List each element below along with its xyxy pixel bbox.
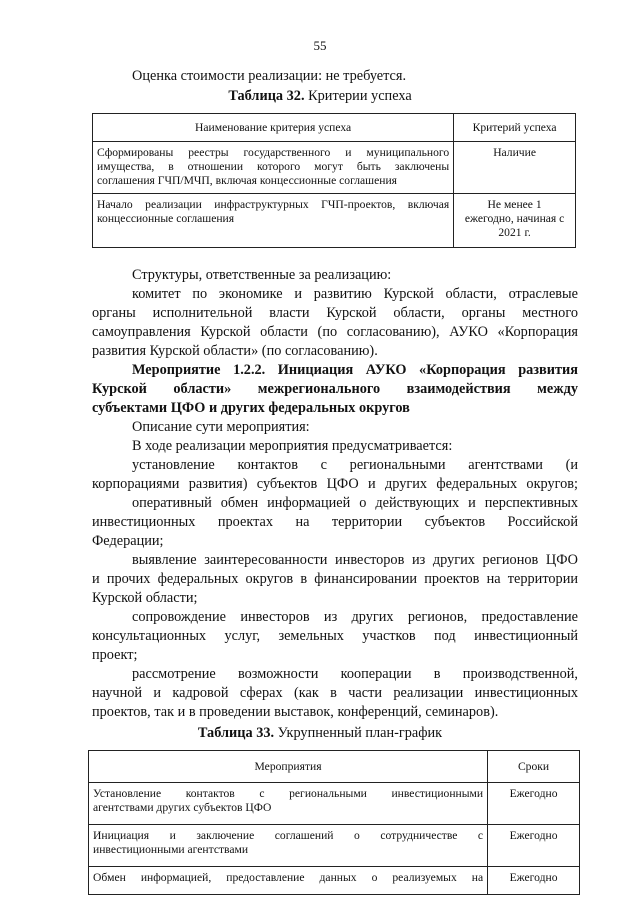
table-cell: Ежегодно [488,825,580,867]
table-cell: Ежегодно [488,867,580,895]
item-line: рассмотрение возможности кооперации в производственной, [132,666,578,682]
item-line: Федерации; [92,533,164,549]
item-line: Курской области; [92,590,198,606]
measure-heading-line: Мероприятие 1.2.2. Инициация АУКО «Корпорация развития [132,362,578,378]
table-header-cell: Сроки [488,751,580,783]
table-row [89,867,580,895]
table-cell [454,142,576,194]
paragraph-line: органы исполнительной власти Курской области, органы местного [92,305,578,321]
item-line: консультационных услуг, земельных участков под инвестиционный [92,628,578,644]
intro-line: В ходе реализации мероприятия предусматривается: [132,438,453,454]
responsible-title: Структуры, ответственные за реализацию: [132,267,392,283]
cell-line: Не менее 1 [487,198,542,211]
item-line: оперативный обмен информацией о действующих и перспективных [132,495,578,511]
measure-heading-line: Курской области» межрегионального взаимодействия между [92,381,578,397]
cell-line: имущества, в отношении которого могут быть заключены [97,160,450,173]
table33-caption-number: Таблица 33. [197,725,275,741]
table32-caption-number: Таблица 32. [228,88,305,104]
measure-heading-line: субъектами ЦФО и других федеральных округов [92,400,410,416]
item-line: корпорациями развития) субъектов ЦФО и других федеральных округов; [92,476,578,492]
cell-line: ежегодно, начиная с [464,212,565,225]
table-row [89,825,580,867]
table-cell [93,194,454,248]
table-32 [92,113,576,248]
table-header-cell: Наименование критерия успеха [93,114,454,142]
item-line: инвестиционных проектах на территории субъектов Российской [92,514,578,530]
table-row [89,783,580,825]
item-line: и прочих федеральных округов в финансировании проектов на территории [92,571,578,587]
cell-line: Сформированы реестры государственного и муниципального [97,146,450,159]
table-header-row [93,114,576,142]
table-cell: Ежегодно [488,783,580,825]
description-title: Описание сути мероприятия: [132,419,310,435]
cell-line: концессионные соглашения [97,212,235,225]
table-row [93,142,576,194]
cost-line: Оценка стоимости реализации: не требуется. [132,68,407,84]
cell-line: Установление контактов с региональными инвестиционными [93,787,484,800]
cell-line: инвестиционными агентствами [93,843,249,856]
table33-caption-title: Укрупненный план-график [274,725,443,741]
table-cell [89,867,488,895]
cell-line: соглашения ГЧП/МЧП, включая концессионные соглашения [97,174,397,187]
paragraph-line: комитет по экономике и развитию Курской области, отраслевые [132,286,578,302]
table-header-cell: Критерий успеха [454,114,576,142]
table-cell [93,142,454,194]
table-33 [88,750,580,895]
paragraph-line: самоуправления Курской области (по согласованию), АУКО «Корпорация [92,324,578,340]
paragraph-line: развития Курской области» (по согласованию). [92,343,378,359]
table-cell [454,194,576,248]
table-cell [89,825,488,867]
table-row [93,194,576,248]
table32-caption [0,88,640,104]
item-line: выявление заинтересованности инвесторов из других регионов ЦФО [132,552,578,568]
cell-line: агентствами других субъектов ЦФО [93,801,272,814]
item-line: установление контактов с региональными агентствами (и [132,457,578,473]
table-header-cell: Мероприятия [89,751,488,783]
item-line: проектов, так и в проведении выставок, конференций, семинаров). [92,704,499,720]
table33-caption [0,725,640,741]
item-line: научной и кадровой сферах (как в части реализации инвестиционных [92,685,578,701]
cell-line: 2021 г. [498,226,531,239]
cell-line: Обмен информацией, предоставление данных о реализуемых на [93,871,484,884]
table-cell [89,783,488,825]
page-number: 55 [313,38,327,53]
item-line: сопровождение инвесторов из других регионов, предоставление [132,609,578,625]
item-line: проект; [92,647,138,663]
cell-line: Наличие [493,146,536,159]
table32-caption-title: Критерии успеха [304,88,412,104]
cell-line: Инициация и заключение соглашений о сотрудничестве с [93,829,484,842]
table-header-row [89,751,580,783]
cell-line: Начало реализации инфраструктурных ГЧП-проектов, включая [97,198,450,211]
